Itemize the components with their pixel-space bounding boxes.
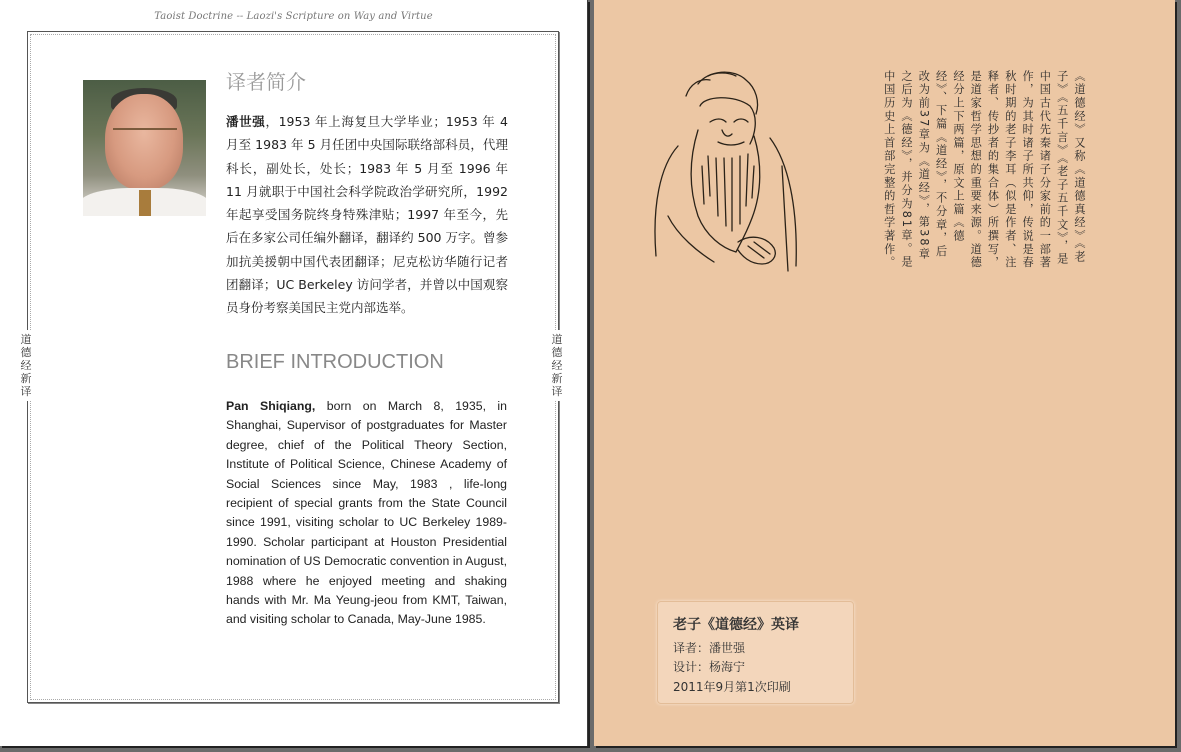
side-tab-left: 道德经新译 bbox=[19, 330, 33, 401]
en-name: Pan Shiqiang, bbox=[226, 399, 316, 413]
cn-name: 潘世强 bbox=[226, 114, 266, 129]
left-page bbox=[0, 0, 588, 746]
credits-box bbox=[657, 601, 854, 704]
en-heading: BRIEF INTRODUCTION bbox=[226, 351, 444, 373]
cn-bio-text: ，1953 年上海复旦大学毕业；1953 年 4 月至 1983 年 5 月任团中央国际联络部科员，代理科长，副处长，处长；1983 年 5 月至 1996 年 11 月就职于中国社会科学院政治学研究所，1992 年起享受国务院终身特殊津贴；1997 年至今，先后在多家公司任编外翻译，翻译约 500 万字。曾参加抗美援朝中国代表团翻译；尼克松访华随行记者团翻译；UC Berkeley 访问学者，并曾以中国观察员身份考察美国民主党内部选举。 bbox=[226, 114, 508, 316]
right-page bbox=[594, 0, 1175, 746]
designer-credit: 设计：杨海宁 bbox=[673, 660, 746, 674]
running-header: Taoist Doctrine -- Laozi's Scripture on Way and Virtue bbox=[154, 11, 433, 22]
en-bio bbox=[226, 397, 507, 630]
book-title: 老子《道德经》英译 bbox=[673, 617, 799, 633]
translator-credit: 译者：潘世强 bbox=[673, 641, 746, 655]
printing-info: 2011年9月第1次印刷 bbox=[673, 680, 791, 694]
en-bio-text: born on March 8, 1935, in Shanghai, Supervisor of postgraduates for Master degree, chief of the Political Theory Section, Institute of Political Science, Chinese Academy of Social Sciences since May, 1983 , life-long recipient of special grants from the State Council since 1991, visiting scholar to UC Berkeley 1989-1990. Scholar participant at Houston Presidential nomination of US Democratic convention in August, 1988 where he enjoyed meeting and shaking hands with Mr. Ma Yeung-jeou from KMT, Taiwan, and visiting scholar to Canada, May-June 1985. bbox=[226, 399, 507, 627]
cn-heading: 译者简介 bbox=[226, 70, 306, 94]
cn-bio bbox=[226, 110, 508, 320]
side-tab-right: 道德经新译 bbox=[550, 330, 564, 401]
laozi-illustration bbox=[638, 66, 808, 276]
translator-photo bbox=[83, 80, 206, 216]
daodejing-description: 《道德经》又称《道德真经》《老子》《五千言》《老子五千文》，是中国古代先秦诸子分家前的一部著作，为其时诸子所共仰，传说是春秋时期的老子李耳（似是作者、注释者、传抄者的集合体）所撰写，是道家哲学思想的重要来源。道德经分上下两篇，原文上篇《德经》、下篇《道经》，不分章，后改为前37章为《道经》，第38章之后为《德经》，并分为81章。是中国历史上首部完整的哲学著作。 bbox=[882, 70, 1086, 270]
